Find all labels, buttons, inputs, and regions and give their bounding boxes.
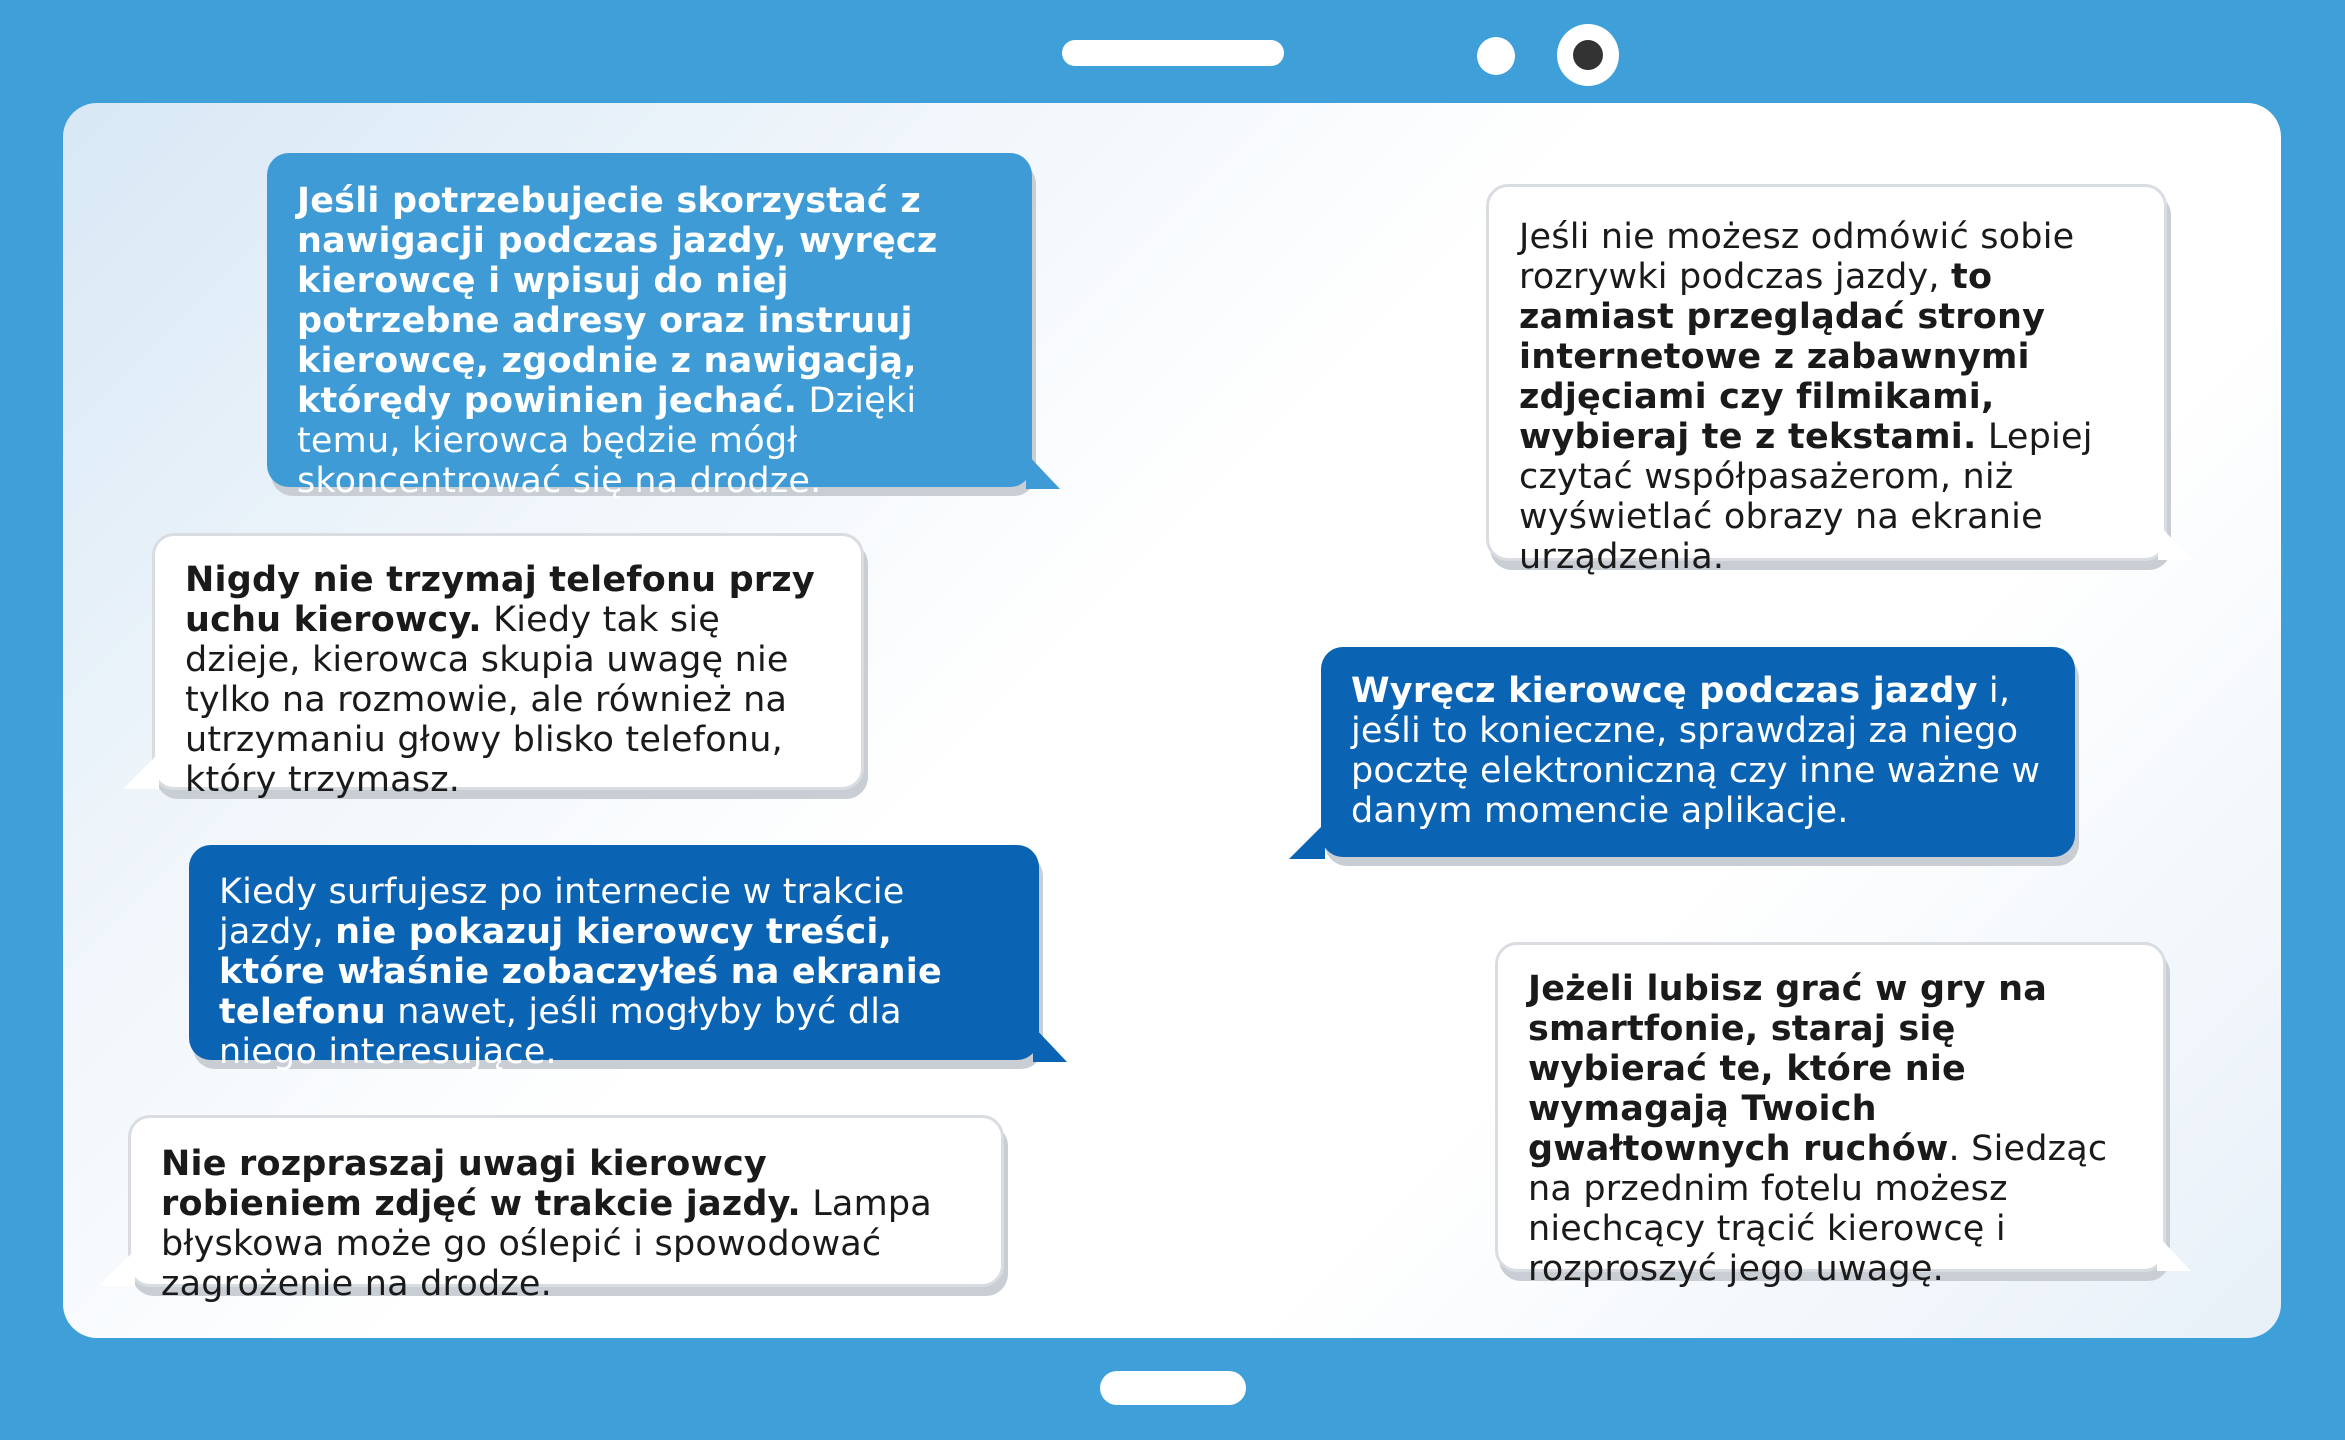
camera-icon bbox=[1557, 24, 1619, 86]
message-text: Lampa błyskowa może go oślepić i spowodować zagrożenie na drodze. bbox=[161, 1184, 932, 1304]
message-text: Lepiej czytać współpasażerom, niż wyświetlać obrazy na ekranie urządzenia. bbox=[1519, 417, 2093, 577]
message-bold: Nie rozpraszaj uwagi kierowcy robieniem zdjęć w trakcie jazdy. bbox=[161, 1144, 801, 1224]
message-bubble-entertainment bbox=[1486, 184, 2167, 577]
message-bubble-internet bbox=[189, 845, 1039, 1072]
home-button[interactable] bbox=[1100, 1371, 1246, 1405]
message-bubble-games bbox=[1495, 942, 2166, 1289]
message-text: Jeśli nie możesz odmówić sobie rozrywki podczas jazdy, bbox=[1519, 217, 2075, 297]
message-text: Dzięki temu, kierowca będzie mógł skoncentrować się na drodze. bbox=[297, 381, 917, 501]
message-bold: Nigdy nie trzymaj telefonu przy uchu kierowcy. bbox=[185, 560, 815, 640]
message-bubble-navigation bbox=[267, 153, 1032, 501]
message-bold: to zamiast przeglądać strony internetowe z zabawnymi zdjęciami czy filmikami, wybieraj te z tekstami. bbox=[1519, 257, 2046, 457]
message-bubble-phone-ear bbox=[152, 533, 864, 800]
message-bold: Jeżeli lubisz grać w gry na smartfonie, staraj się wybierać te, które nie wymagają Twoich gwałtownych ruchów bbox=[1528, 969, 2048, 1169]
message-text: nawet, jeśli mogłyby być dla niego interesujące. bbox=[219, 992, 902, 1072]
message-text: i, jeśli to konieczne, sprawdzaj za niego pocztę elektroniczną czy inne ważne w danym momencie aplikacje. bbox=[1351, 671, 2041, 831]
message-text: Kiedy surfujesz po internecie w trakcie jazdy, bbox=[219, 872, 905, 952]
message-bubble-email bbox=[1321, 647, 2075, 857]
message-bold: nie pokazuj kierowcy treści, które właśnie zobaczyłeś na ekranie telefonu bbox=[219, 912, 942, 1032]
message-bubble-photos bbox=[128, 1115, 1004, 1304]
message-text: Kiedy tak się dzieje, kierowca skupia uwagę nie tylko na rozmowie, ale również na utrzymaniu głowy blisko telefonu, który trzymasz. bbox=[185, 600, 789, 800]
message-bold: Wyręcz kierowcę podczas jazdy bbox=[1351, 671, 1978, 711]
message-text: . Siedząc na przednim fotelu możesz niechcący trącić kierowcę i rozproszyć jego uwagę. bbox=[1528, 1129, 2108, 1289]
message-bold: Jeśli potrzebujecie skorzystać z nawigacji podczas jazdy, wyręcz kierowcę i wpisuj do niej potrzebne adresy oraz instruuj kierowcę, zgodnie z nawigacją, którędy powinien jechać. bbox=[297, 181, 938, 421]
sensor-dot bbox=[1477, 37, 1515, 75]
speaker-slot bbox=[1062, 40, 1284, 66]
